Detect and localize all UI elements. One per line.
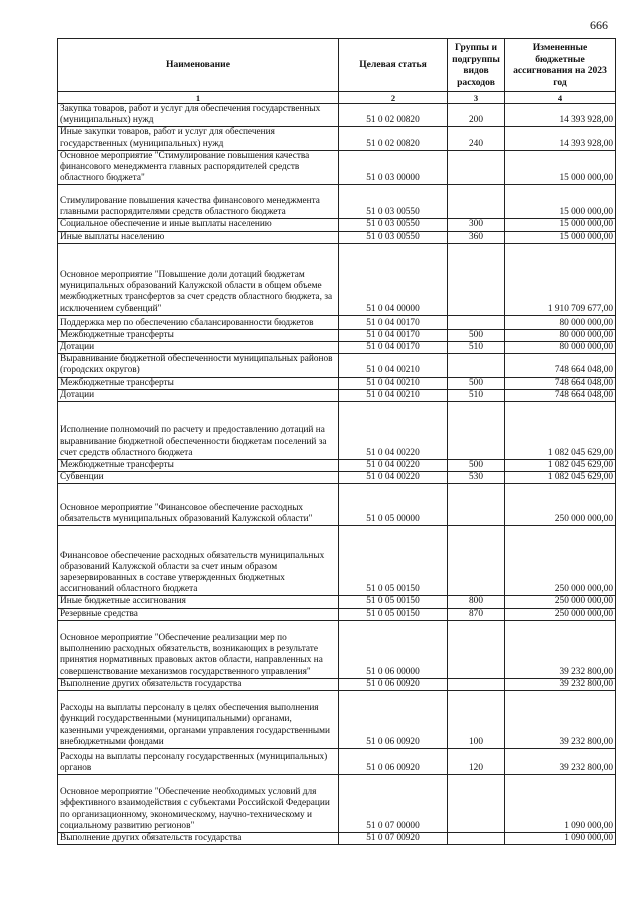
- row-group-code: 510: [448, 389, 505, 401]
- page-number: 666: [590, 18, 608, 32]
- row-target-code: 51 0 06 00000: [339, 620, 448, 678]
- row-target-code: 51 0 06 00920: [339, 691, 448, 749]
- column-number-row: [58, 92, 616, 104]
- row-name: Выравнивание бюджетной обеспеченности муниципальных районов (городских округов): [58, 354, 339, 377]
- table-row: [58, 127, 616, 150]
- header-groups: Группы и подгруппы видов расходов: [448, 39, 505, 92]
- row-amount: 250 000 000,00: [505, 484, 616, 526]
- table-row: [58, 472, 616, 484]
- row-name: Основное мероприятие "Стимулирование повышения качества финансового менеджмента главных распорядителей средств областного бюджета": [58, 150, 339, 185]
- row-group-code: 800: [448, 596, 505, 608]
- column-number: 2: [339, 92, 448, 104]
- row-target-code: 51 0 03 00550: [339, 231, 448, 243]
- row-name: Дотации: [58, 342, 339, 354]
- row-amount: 1 082 045 629,00: [505, 472, 616, 484]
- row-group-code: [448, 150, 505, 185]
- row-group-code: 100: [448, 691, 505, 749]
- row-group-code: 200: [448, 104, 505, 127]
- table-row: [58, 608, 616, 620]
- table-row: [58, 678, 616, 690]
- row-target-code: 51 0 03 00550: [339, 185, 448, 219]
- row-target-code: 51 0 06 00920: [339, 749, 448, 775]
- row-name: Основное мероприятие "Обеспечение необходимых условий для эффективного взаимодействия с субъектами Российской Федерации по организационному, экономическому, научно-техническому и социальному развитию регионов": [58, 775, 339, 833]
- row-group-code: [448, 620, 505, 678]
- row-target-code: 51 0 02 00820: [339, 104, 448, 127]
- row-group-code: [448, 484, 505, 526]
- row-name: Выполнение других обязательств государства: [58, 678, 339, 690]
- row-name: Расходы на выплаты персоналу в целях обеспечения выполнения функций государственными (муниципальными) органами, казенными учреждениями, органами управления государственными внебюджетными фондами: [58, 691, 339, 749]
- table-row: [58, 749, 616, 775]
- row-group-code: 120: [448, 749, 505, 775]
- row-amount: 15 000 000,00: [505, 219, 616, 231]
- row-target-code: 51 0 04 00000: [339, 243, 448, 315]
- row-target-code: 51 0 02 00820: [339, 127, 448, 150]
- row-name: Финансовое обеспечение расходных обязательств муниципальных образований Калужской области за счет иным образом зарезервированных в составе утвержденных бюджетных ассигнований областного бюджета: [58, 526, 339, 596]
- header-target: Целевая статья: [339, 39, 448, 92]
- table-row: [58, 775, 616, 833]
- row-name: Социальное обеспечение и иные выплаты населению: [58, 219, 339, 231]
- table-row: [58, 104, 616, 127]
- row-amount: 250 000 000,00: [505, 596, 616, 608]
- row-amount: 250 000 000,00: [505, 608, 616, 620]
- table-row: [58, 329, 616, 341]
- row-target-code: 51 0 04 00170: [339, 329, 448, 341]
- row-group-code: 240: [448, 127, 505, 150]
- row-group-code: [448, 775, 505, 833]
- row-group-code: 500: [448, 460, 505, 472]
- header-name: Наименование: [58, 39, 339, 92]
- row-amount: 748 664 048,00: [505, 389, 616, 401]
- row-name: Основное мероприятие "Обеспечение реализации мер по выполнению расходных обязательств, возникающих в результате принятия нормативных правовых актов области, направленных на совершенствование механизмов государственного управления": [58, 620, 339, 678]
- row-target-code: 51 0 05 00150: [339, 596, 448, 608]
- table-row: [58, 484, 616, 526]
- row-amount: 80 000 000,00: [505, 342, 616, 354]
- row-target-code: 51 0 04 00220: [339, 460, 448, 472]
- row-name: Иные выплаты населению: [58, 231, 339, 243]
- row-name: Стимулирование повышения качества финансового менеджмента главными распорядителями средств областного бюджета: [58, 185, 339, 219]
- row-group-code: 500: [448, 329, 505, 341]
- row-name: Субвенции: [58, 472, 339, 484]
- row-name: Иные закупки товаров, работ и услуг для обеспечения государственных (муниципальных) нужд: [58, 127, 339, 150]
- row-amount: 39 232 800,00: [505, 691, 616, 749]
- row-amount: 1 090 000,00: [505, 833, 616, 845]
- table-body: [58, 104, 616, 845]
- row-name: Расходы на выплаты персоналу государственных (муниципальных) органов: [58, 749, 339, 775]
- row-amount: 39 232 800,00: [505, 620, 616, 678]
- row-amount: 15 000 000,00: [505, 150, 616, 185]
- table-row: [58, 315, 616, 329]
- table-row: [58, 219, 616, 231]
- row-name: Исполнение полномочий по расчету и предоставлению дотаций на выравнивание бюджетной обеспеченности бюджетам поселений за счет средств областного бюджета: [58, 402, 339, 460]
- row-group-code: 300: [448, 219, 505, 231]
- row-target-code: 51 0 07 00000: [339, 775, 448, 833]
- table-row: [58, 377, 616, 389]
- table-row: [58, 460, 616, 472]
- row-group-code: 530: [448, 472, 505, 484]
- row-group-code: [448, 526, 505, 596]
- table-header-row: [58, 39, 616, 92]
- row-group-code: [448, 354, 505, 377]
- row-target-code: 51 0 04 00210: [339, 389, 448, 401]
- table-row: [58, 402, 616, 460]
- row-target-code: 51 0 05 00150: [339, 608, 448, 620]
- table-row: [58, 243, 616, 315]
- row-target-code: 51 0 04 00220: [339, 402, 448, 460]
- row-target-code: 51 0 03 00550: [339, 219, 448, 231]
- column-number: 1: [58, 92, 339, 104]
- row-group-code: 870: [448, 608, 505, 620]
- row-name: Межбюджетные трансферты: [58, 460, 339, 472]
- row-name: Основное мероприятие "Финансовое обеспечение расходных обязательств муниципальных образований Калужской области": [58, 484, 339, 526]
- row-target-code: 51 0 03 00000: [339, 150, 448, 185]
- table-row: [58, 150, 616, 185]
- row-group-code: [448, 315, 505, 329]
- row-amount: 1 082 045 629,00: [505, 402, 616, 460]
- row-amount: 15 000 000,00: [505, 231, 616, 243]
- table-row: [58, 691, 616, 749]
- row-amount: 1 910 709 677,00: [505, 243, 616, 315]
- table-row: [58, 833, 616, 845]
- table-row: [58, 596, 616, 608]
- row-amount: 748 664 048,00: [505, 377, 616, 389]
- row-target-code: 51 0 04 00170: [339, 315, 448, 329]
- row-target-code: 51 0 05 00150: [339, 526, 448, 596]
- table-row: [58, 526, 616, 596]
- row-amount: 39 232 800,00: [505, 678, 616, 690]
- row-group-code: [448, 402, 505, 460]
- row-target-code: 51 0 04 00170: [339, 342, 448, 354]
- table-row: [58, 389, 616, 401]
- row-group-code: 500: [448, 377, 505, 389]
- row-group-code: 360: [448, 231, 505, 243]
- column-number: 3: [448, 92, 505, 104]
- row-group-code: [448, 243, 505, 315]
- row-target-code: 51 0 06 00920: [339, 678, 448, 690]
- budget-table: [57, 38, 616, 845]
- row-amount: 80 000 000,00: [505, 315, 616, 329]
- row-group-code: [448, 833, 505, 845]
- table-row: [58, 620, 616, 678]
- row-name: Основное мероприятие "Повышение доли дотаций бюджетам муниципальных образований Калужской области в общем объеме межбюджетных трансфертов за счет средств областного бюджета, за исключением субвенций": [58, 243, 339, 315]
- row-amount: 14 393 928,00: [505, 127, 616, 150]
- row-target-code: 51 0 04 00220: [339, 472, 448, 484]
- row-amount: 1 082 045 629,00: [505, 460, 616, 472]
- row-amount: 39 232 800,00: [505, 749, 616, 775]
- row-amount: 250 000 000,00: [505, 526, 616, 596]
- row-group-code: [448, 185, 505, 219]
- row-amount: 748 664 048,00: [505, 354, 616, 377]
- table-row: [58, 354, 616, 377]
- row-name: Поддержка мер по обеспечению сбалансированности бюджетов: [58, 315, 339, 329]
- row-amount: 1 090 000,00: [505, 775, 616, 833]
- row-name: Дотации: [58, 389, 339, 401]
- row-amount: 14 393 928,00: [505, 104, 616, 127]
- row-name: Резервные средства: [58, 608, 339, 620]
- row-name: Межбюджетные трансферты: [58, 377, 339, 389]
- row-target-code: 51 0 07 00920: [339, 833, 448, 845]
- row-name: Закупка товаров, работ и услуг для обеспечения государственных (муниципальных) нужд: [58, 104, 339, 127]
- row-target-code: 51 0 05 00000: [339, 484, 448, 526]
- row-target-code: 51 0 04 00210: [339, 377, 448, 389]
- row-target-code: 51 0 04 00210: [339, 354, 448, 377]
- table-row: [58, 231, 616, 243]
- row-amount: 15 000 000,00: [505, 185, 616, 219]
- row-group-code: 510: [448, 342, 505, 354]
- table-row: [58, 342, 616, 354]
- row-name: Межбюджетные трансферты: [58, 329, 339, 341]
- header-amount: Измененные бюджетные ассигнования на 2023 год: [505, 39, 616, 92]
- row-group-code: [448, 678, 505, 690]
- row-name: Выполнение других обязательств государства: [58, 833, 339, 845]
- row-name: Иные бюджетные ассигнования: [58, 596, 339, 608]
- table-row: [58, 185, 616, 219]
- column-number: 4: [505, 92, 616, 104]
- row-amount: 80 000 000,00: [505, 329, 616, 341]
